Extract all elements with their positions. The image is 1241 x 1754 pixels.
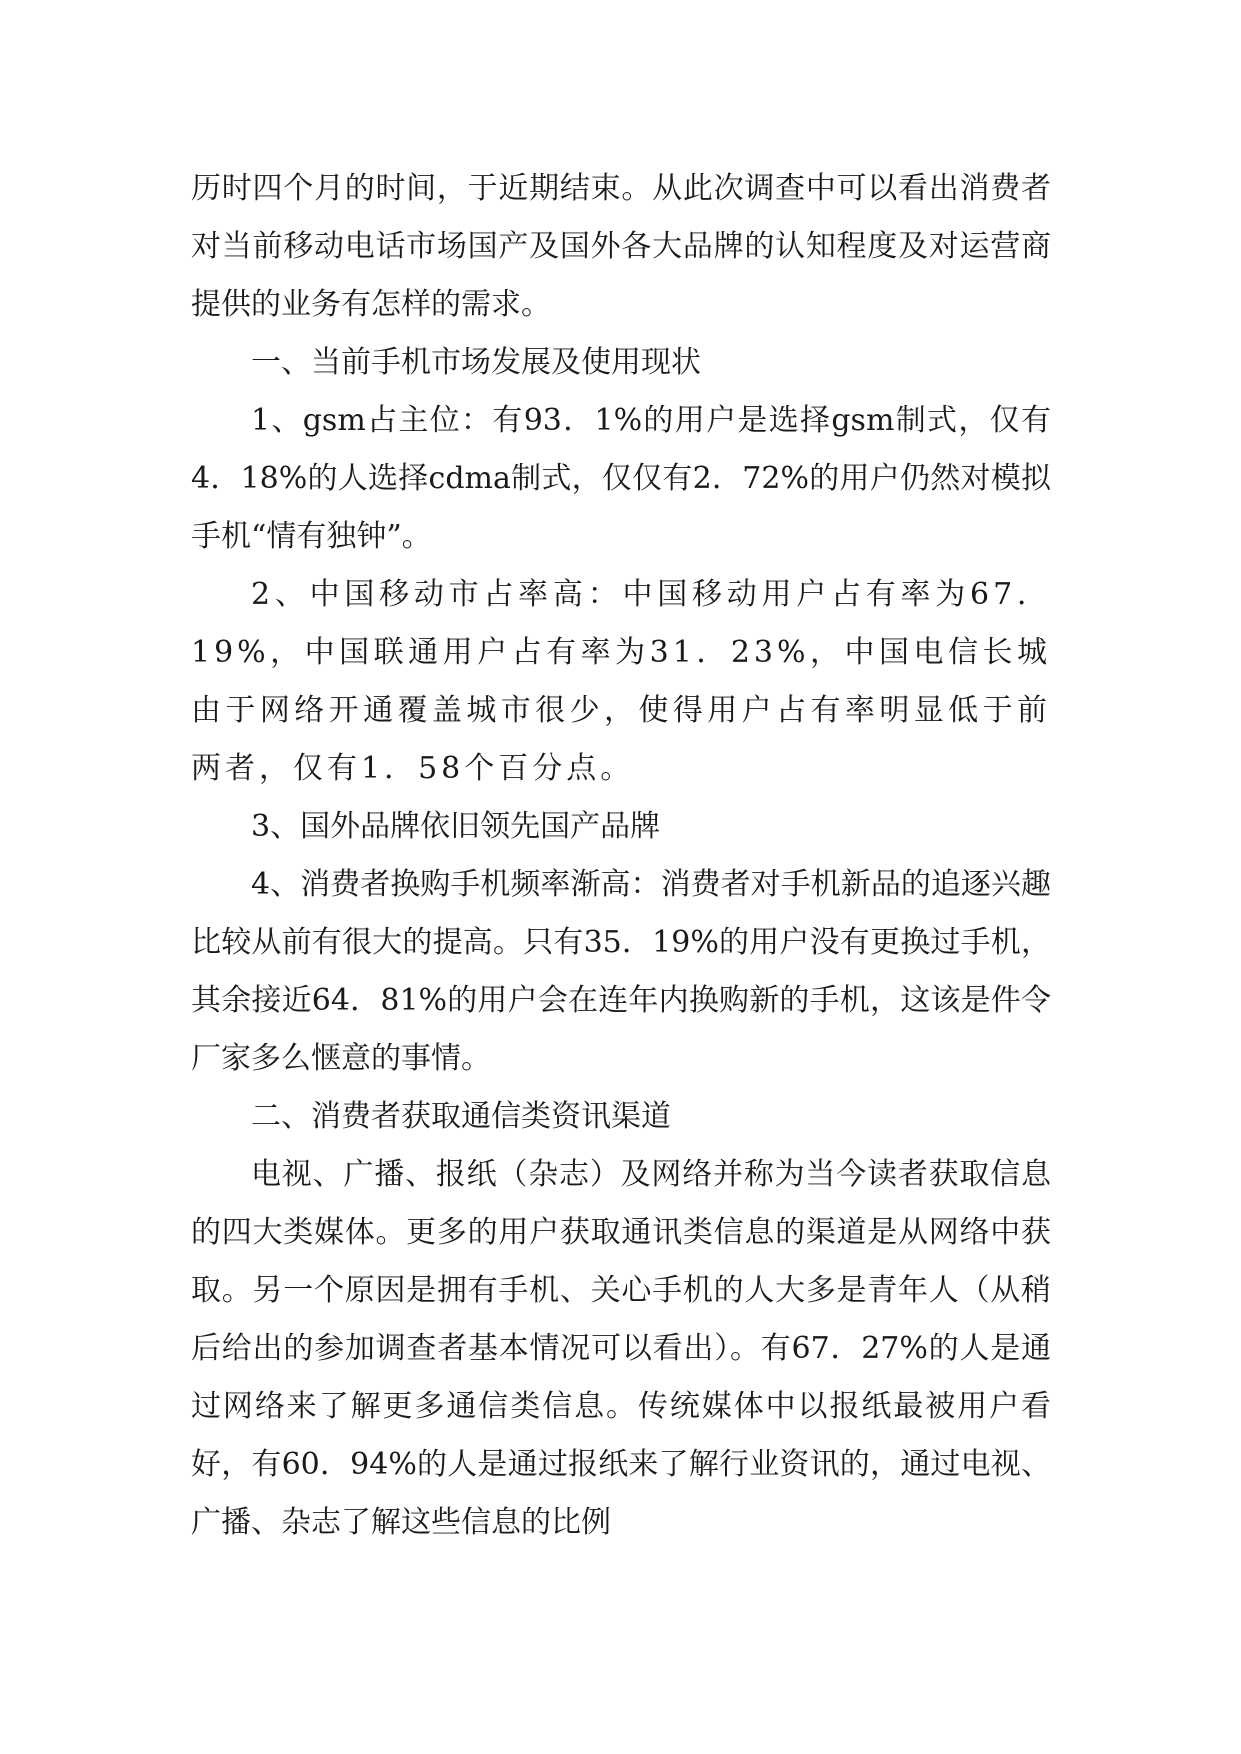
paragraph-item-4: 4、消费者换购手机频率渐高：消费者对手机新品的追逐兴趣比较从前有很大的提高。只有35．19%的用户没有更换过手机，其余接近64．81%的用户会在连年内换购新的手机，这该是件令厂家多么惬意的事情。 [191, 867, 1051, 1076]
section-heading-1: 一、当前手机市场发展及使用现状 [251, 345, 701, 380]
paragraph-body-2: 电视、广播、报纸（杂志）及网络并称为当今读者获取信息的四大类媒体。更多的用户获取通讯类信息的渠道是从网络中获取。另一个原因是拥有手机、关心手机的人大多是青年人（从稍后给出的参加调查者基本情况可以看出）。有67．27%的人是通过网络来了解更多通信类信息。传统媒体中以报纸最被用户看好，有60．94%的人是通过报纸来了解行业资讯的，通过电视、广播、杂志了解这些信息的比例 [191, 1157, 1051, 1540]
paragraph-item-1: 1、gsm占主位：有93．1%的用户是选择gsm制式，仅有4．18%的人选择cdma制式，仅仅有2．72%的用户仍然对模拟手机“情有独钟”。 [191, 403, 1051, 554]
paragraph-intro: 历时四个月的时间，于近期结束。从此次调查中可以看出消费者对当前移动电话市场国产及国外各大品牌的认知程度及对运营商提供的业务有怎样的需求。 [191, 171, 1051, 322]
paragraph-item-2: 2、中国移动市占率高：中国移动用户占有率为67．19%，中国联通用户占有率为31．23%，中国电信长城由于网络开通覆盖城市很少，使得用户占有率明显低于前两者，仅有1．58个百分点。 [191, 577, 1051, 786]
paragraph-item-3: 3、国外品牌依旧领先国产品牌 [251, 809, 661, 844]
section-heading-2: 二、消费者获取通信类资讯渠道 [251, 1099, 671, 1134]
document-body [191, 160, 1051, 1552]
